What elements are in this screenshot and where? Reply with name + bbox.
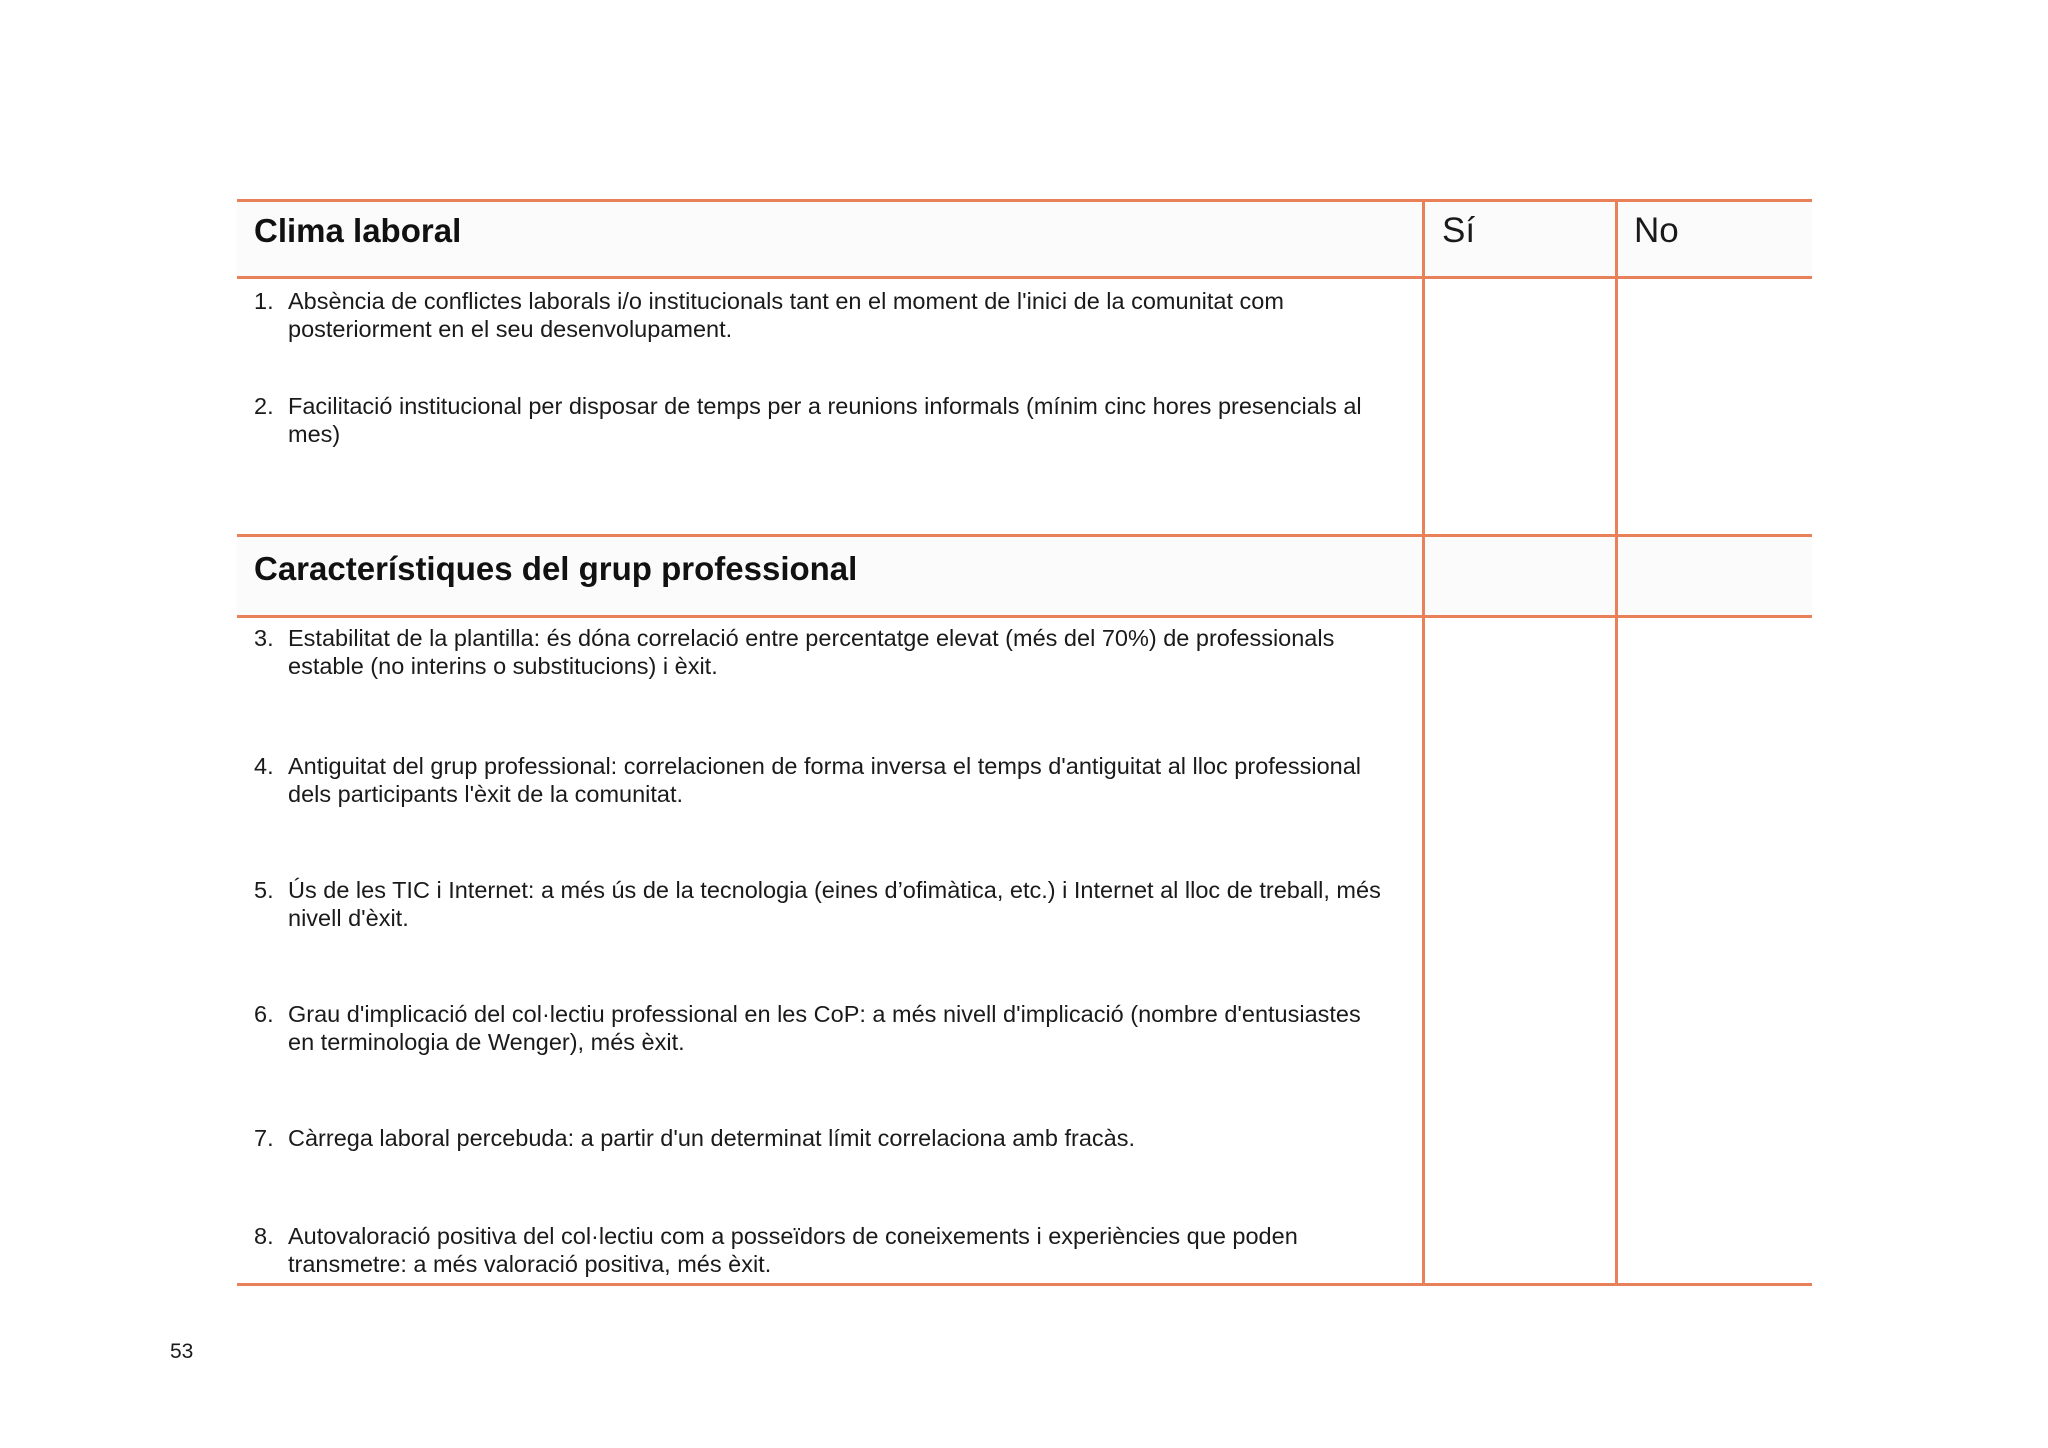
section-header-background	[237, 199, 1812, 277]
table-rule-bottom	[237, 1283, 1812, 1286]
list-item	[254, 876, 1384, 932]
item-number: 4.	[254, 753, 274, 779]
item-text: Grau d'implicació del col·lectiu professional en les CoP: a més nivell d'implicació (nombre d'entusiastes en terminologia de Wenger), més èxit.	[288, 1001, 1361, 1055]
table-rule-section-2-top	[237, 534, 1812, 537]
item-text: Càrrega laboral percebuda: a partir d'un determinat límit correlaciona amb fracàs.	[288, 1125, 1135, 1151]
item-text: Autovaloració positiva del col·lectiu com a posseïdors de coneixements i experiències que poden transmetre: a més valoració positiva, més èxit.	[288, 1223, 1298, 1277]
list-item	[254, 392, 1384, 448]
list-item	[254, 624, 1384, 680]
item-text: Facilitació institucional per disposar de temps per a reunions informals (mínim cinc hores presencials al mes)	[288, 393, 1362, 447]
table-rule-header-2	[237, 615, 1812, 618]
item-text: Absència de conflictes laborals i/o institucionals tant en el moment de l'inici de la comunitat com posteriorment en el seu desenvolupament.	[288, 288, 1284, 342]
column-header-no: No	[1634, 211, 1679, 250]
column-divider-no	[1615, 199, 1618, 1286]
item-number: 1.	[254, 288, 274, 314]
column-header-si: Sí	[1442, 211, 1476, 250]
checklist-table	[237, 199, 1812, 1286]
item-text: Estabilitat de la plantilla: és dóna correlació entre percentatge elevat (més del 70%) de professionals estable (no interins o substitucions) i èxit.	[288, 625, 1335, 679]
item-text: Ús de les TIC i Internet: a més ús de la tecnologia (eines d’ofimàtica, etc.) i Internet al lloc de treball, més nivell d'èxit.	[288, 877, 1381, 931]
item-number: 7.	[254, 1125, 274, 1151]
item-number: 6.	[254, 1001, 274, 1027]
list-item	[254, 1124, 1384, 1152]
section-title-clima-laboral: Clima laboral	[254, 212, 462, 249]
list-item	[254, 1000, 1384, 1056]
list-item	[254, 1222, 1384, 1278]
table-rule-header-1	[237, 276, 1812, 279]
list-item	[254, 752, 1384, 808]
list-item	[254, 287, 1384, 343]
page-number: 53	[170, 1340, 194, 1363]
table-rule-top	[237, 199, 1812, 202]
item-text: Antiguitat del grup professional: correlacionen de forma inversa el temps d'antiguitat al lloc professional dels participants l'èxit de la comunitat.	[288, 753, 1362, 807]
item-number: 5.	[254, 877, 274, 903]
column-divider-si	[1422, 199, 1425, 1286]
item-number: 2.	[254, 393, 274, 419]
section-title-caracteristiques: Característiques del grup professional	[254, 550, 858, 587]
item-number: 8.	[254, 1223, 274, 1249]
item-number: 3.	[254, 625, 274, 651]
